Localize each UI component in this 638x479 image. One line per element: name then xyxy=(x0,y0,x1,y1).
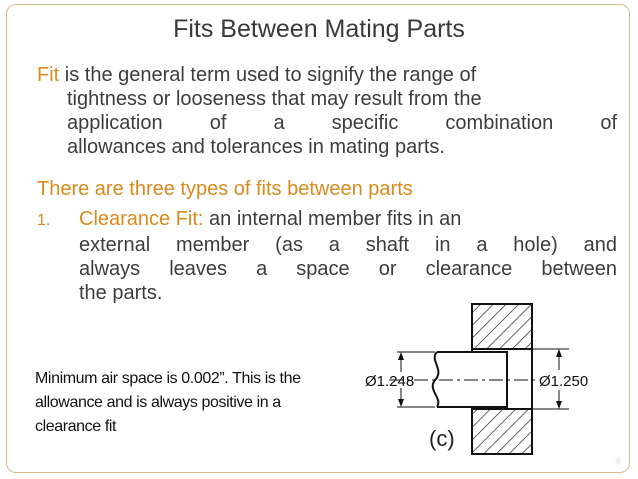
slide xyxy=(6,4,630,473)
definition-paragraph xyxy=(37,63,617,159)
definition-line-1: is the general term used to signify the range of xyxy=(59,64,477,86)
clearance-line-2: external member (as a shaft in a hole) and xyxy=(79,234,617,256)
clearance-fit-drawing xyxy=(359,298,619,468)
fit-term: Fit xyxy=(37,64,60,86)
shaft-dimension-label: Ø1.248 xyxy=(365,373,415,390)
clearance-fit-item xyxy=(37,207,617,305)
note-line-1: Minimum air space is 0.002”. This is the xyxy=(35,370,301,387)
allowance-note xyxy=(35,367,365,439)
slide-title: Fits Between Mating Parts xyxy=(173,15,465,43)
definition-line-3: application of a specific combination of xyxy=(67,112,617,134)
clearance-fit-term: Clearance Fit: xyxy=(79,208,204,230)
clearance-line-3: always leaves a space or clearance between xyxy=(79,258,617,280)
clearance-line-4: the parts. xyxy=(79,282,163,304)
definition-line-4: allowances and tolerances in mating parts. xyxy=(67,136,445,158)
note-line-3: clearance fit xyxy=(35,418,117,435)
clearance-line-1: an internal member fits in an xyxy=(203,208,462,230)
definition-line-2: tightness or looseness that may result from the xyxy=(67,88,482,110)
fit-types-heading: There are three types of fits between parts xyxy=(37,178,413,200)
hole-dimension-label: Ø1.250 xyxy=(539,373,589,390)
list-number: 1. xyxy=(37,212,51,229)
slide-corner-dot xyxy=(615,458,621,464)
figure-caption: (c) xyxy=(429,426,455,451)
note-line-2: allowance and is always positive in a xyxy=(35,394,281,411)
